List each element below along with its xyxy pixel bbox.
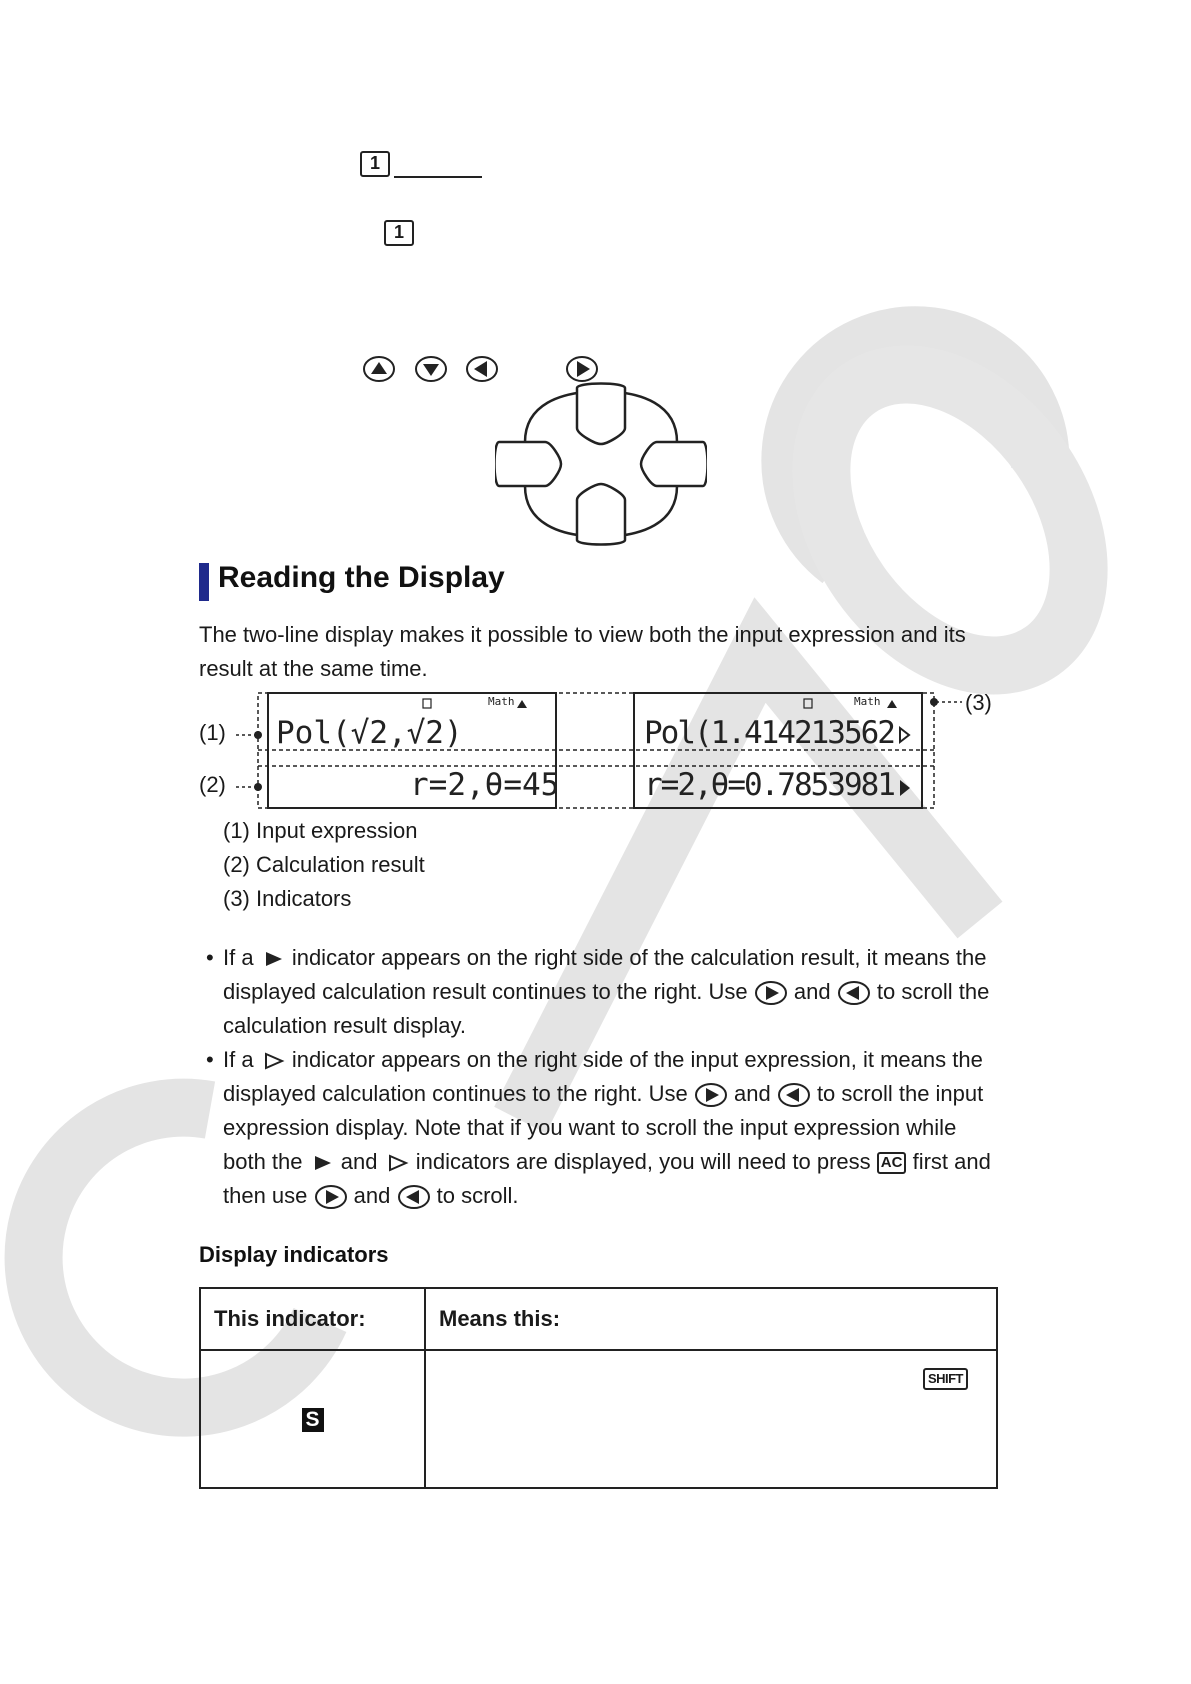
display-indicators-table [199,1287,998,1489]
indicator-cell [200,1350,425,1488]
filled-right-triangle-icon [260,949,286,969]
display-indicators-heading: Display indicators [199,1242,389,1267]
ac-key-icon: AC [877,1152,907,1174]
right-arrow-key-icon [314,1184,348,1210]
bullet-text: If a [223,945,254,970]
legend-item: (2) Calculation result [223,852,425,877]
bullet-text: and [340,1149,378,1174]
left-arrow-key-icon [837,980,871,1006]
bullet-text: to scroll the calculation result display. [223,979,990,1038]
right-arrow-key-icon [694,1082,728,1108]
bullet-text: to scroll the input expression display. Note that if you want to scroll the input expression while both the [223,1081,984,1174]
bullet-text: and [793,979,831,1004]
bullet-text: to scroll. [436,1183,519,1208]
bullet-result-scroll [206,941,996,1043]
outline-right-triangle-icon [260,1051,286,1071]
bullet-text: If a [223,1047,254,1072]
right-arrow-key-icon [567,357,597,381]
outline-right-triangle-icon [384,1153,410,1173]
lcd-right-input-expression: Pol(1.414213562 [644,715,894,751]
cursor-keys-row [360,352,600,386]
right-arrow-key-icon [754,980,788,1006]
intro-paragraph: The two-line display makes it possible to view both the input expression and its result at the same time. [199,622,966,681]
down-arrow-key-icon [416,357,446,381]
filled-right-triangle-icon [309,1153,335,1173]
bullet-text: and [353,1183,391,1208]
callout-2-label: (2) [199,772,226,797]
heading-accent-bar [199,563,209,601]
section-title: Reading the Display [218,561,505,594]
bullet-text: indicator appears on the right side of the input expression, it means the displayed calculation continues to the right. Use [223,1047,983,1106]
blank-underline [394,176,482,178]
shift-indicator-icon: S [302,1408,324,1432]
up-arrow-key-icon [364,357,394,381]
meaning-cell [425,1350,997,1488]
callout-3-label: (3) [965,690,992,715]
bullet-text: and [733,1081,771,1106]
left-arrow-key-icon [467,357,497,381]
bullet-dot: • [206,1047,214,1072]
callout-1-label: (1) [199,720,226,745]
bullet-text: indicators are displayed, you will need to press [415,1149,871,1174]
lcd-left-result: r=2,θ=45 [410,767,560,803]
bullet-text: indicator appears on the right side of the calculation result, it means the displayed calculation result continues to the right. Use [223,945,987,1004]
column-header: Means this: [425,1288,997,1350]
column-header: This indicator: [200,1288,425,1350]
table-row [200,1350,997,1488]
key-1-icon: 1 [384,220,414,246]
legend-item: (3) Indicators [223,886,352,911]
lcd-right-result: r=2,θ=0.7853981 [644,767,894,803]
legend-item: (1) Input expression [223,818,418,843]
bullet-text: first and then use [223,1149,991,1208]
key-1-icon: 1 [360,151,390,177]
left-arrow-key-icon [397,1184,431,1210]
bullet-input-scroll [206,1043,996,1213]
lcd-right-math-indicator: Math [854,695,881,708]
lcd-left-math-indicator: Math [488,695,515,708]
dpad-illustration [495,382,707,546]
shift-key-icon: SHIFT [923,1368,968,1390]
bullet-dot: • [206,945,214,970]
table-header-row [200,1288,997,1350]
left-arrow-key-icon [777,1082,811,1108]
lcd-left-input-expression: Pol(√2,√2) [276,715,463,751]
